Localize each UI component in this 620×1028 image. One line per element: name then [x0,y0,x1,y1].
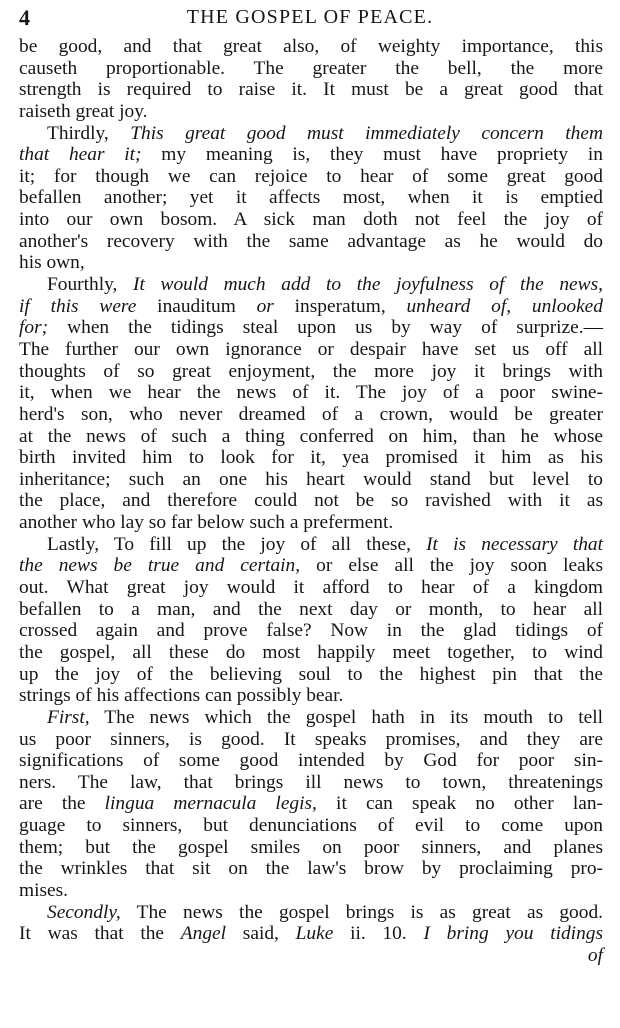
running-title: THE GOSPEL OF PEACE. [186,6,434,28]
text-line: crossed again and prove false? Now in the glad tidings of [19,620,603,642]
text-line: Lastly, To fill up the joy of all these, It is necessary that [47,533,603,555]
text-line: his own, [19,252,85,274]
text-line: the place, and therefore could not be so ravished with it as [19,490,603,512]
text-line: significations of some good intended by God for poor sin- [19,750,603,772]
page-number: 4 [19,5,30,30]
text-line: The further our own ignorance or despair have set us off all [19,338,603,360]
text-line: thoughts of so great enjoyment, the more joy it brings with [19,360,603,382]
text-line: if this were inauditum or insperatum, unheard of, unlooked [19,295,603,317]
text-line: into our own bosom. A sick man doth not feel the joy of [19,209,603,231]
page-header [0,4,620,36]
catchword: of [587,944,603,966]
text-line: at the news of such a thing conferred on him, than he whose [19,425,603,447]
text-line: strength is required to raise it. It must be a great good that [19,79,603,101]
text-line: Thirdly, This great good must immediately concern them [47,122,603,144]
text-line: up the joy of the believing soul to the highest pin that the [19,663,603,685]
text-line: strings of his affections can possibly bear. [19,685,344,707]
text-line: it; for though we can rejoice to hear of some great good [19,165,603,187]
text-line: ners. The law, that brings ill news to town, threatenings [19,771,603,793]
text-line: out. What great joy would it afford to hear of a kingdom [19,577,603,599]
text-line: raiseth great joy. [19,100,148,122]
text-line: It was that the Angel said, Luke ii. 10. I bring you tidings [19,923,604,945]
text-line: are the lingua mernacula legis, it can speak no other lan- [19,793,603,815]
text-line: be good, and that great also, of weighty importance, this [19,36,603,57]
text-line: the wrinkles that sit on the law's brow by proclaiming pro- [19,858,603,880]
text-line: for; when the tidings steal upon us by way of surprize.— [19,317,603,339]
text-line: Fourthly, It would much add to the joyfulness of the news, [47,274,603,296]
text-line: it, when we hear the news of it. The joy of a poor swine- [19,382,603,404]
text-line: befallen another; yet it affects most, when it is emptied [19,187,603,209]
text-line: guage to sinners, but denunciations of evil to come upon [19,815,603,837]
text-line: them; but the gospel smiles on poor sinners, and planes [19,836,603,858]
text-line: causeth proportionable. The greater the bell, the more [19,57,603,79]
text-line: us poor sinners, is good. It speaks promises, and they are [19,728,603,750]
text-line: another who lay so far below such a preferment. [19,512,394,534]
text-line: the gospel, all these do most happily meet together, to wind [19,641,603,663]
text-line: befallen to a man, and the next day or month, to hear all [19,598,603,620]
text-line: Secondly, The news the gospel brings is as great as good. [47,901,603,923]
text-line: the news be true and certain, or else all the joy soon leaks [19,555,603,577]
body-text [19,36,603,967]
text-line: another's recovery with the same advantage as he would do [19,230,603,252]
text-line: birth invited him to look for it, yea promised it him as his [19,447,603,469]
text-line: First, The news which the gospel hath in its mouth to tell [47,706,603,728]
text-line: that hear it; my meaning is, they must have propriety in [19,144,603,166]
text-line: inheritance; such an one his heart would stand but level to [19,468,603,490]
text-line: mises. [19,879,69,901]
text-line: herd's son, who never dreamed of a crown, would be greater [19,403,603,425]
